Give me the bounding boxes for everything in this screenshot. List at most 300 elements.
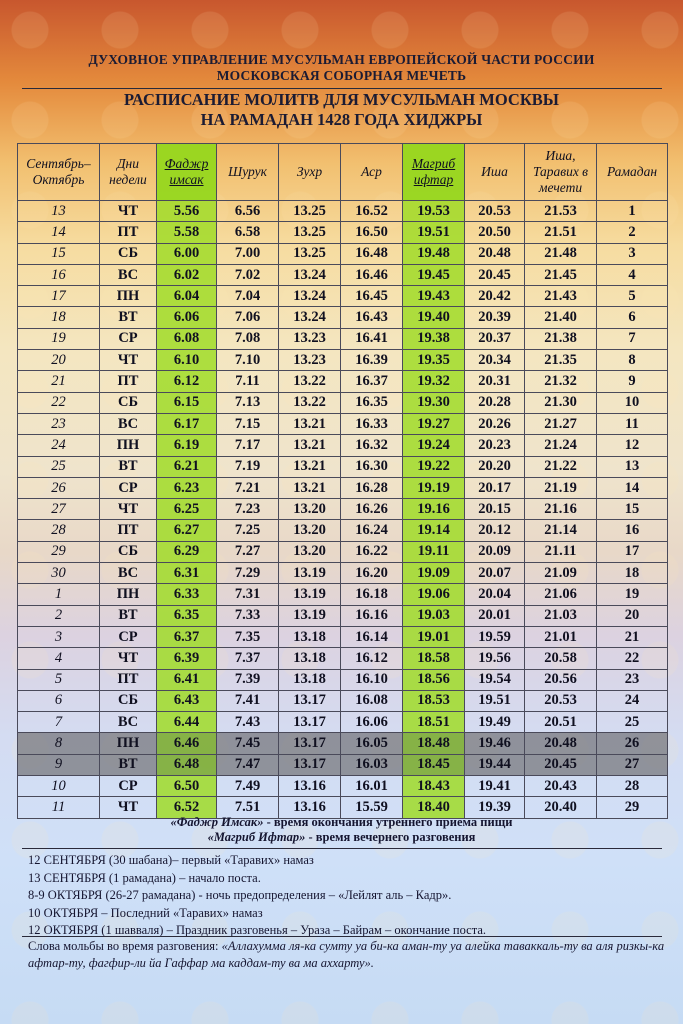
column-header: Шурук	[217, 144, 279, 201]
org-name-line2: МОСКОВСКАЯ СОБОРНАЯ МЕЧЕТЬ	[216, 68, 467, 83]
table-cell: 13.19	[279, 563, 341, 584]
column-header: Рамадан	[597, 144, 668, 201]
iftar-prayer-lead: Слова мольбы во время разговения:	[28, 939, 222, 953]
table-cell: 6.44	[157, 712, 217, 733]
table-cell: 20.45	[465, 264, 525, 285]
table-row	[18, 435, 668, 456]
table-row	[18, 392, 668, 413]
table-cell: 6	[597, 307, 668, 328]
table-cell: 16.48	[341, 243, 403, 264]
table-cell: 19.48	[403, 243, 465, 264]
table-cell: 16.45	[341, 286, 403, 307]
note-maghrib	[0, 830, 683, 845]
table-cell: 6.52	[157, 797, 217, 818]
table-cell: 26	[597, 733, 668, 754]
table-cell: 6.06	[157, 307, 217, 328]
table-cell: ПН	[100, 435, 157, 456]
table-cell: 7.37	[217, 648, 279, 669]
table-cell: 21.11	[525, 541, 597, 562]
column-header: Фаджр имсак	[157, 144, 217, 201]
table-cell: 6.29	[157, 541, 217, 562]
table-cell: 7.29	[217, 563, 279, 584]
table-cell: СБ	[100, 690, 157, 711]
header-divider	[22, 88, 662, 89]
table-cell: 7.47	[217, 754, 279, 775]
table-row	[18, 712, 668, 733]
event-date: 8-9 ОКТЯБРЯ (26-27 рамадана)	[28, 888, 196, 902]
table-cell: 7.27	[217, 541, 279, 562]
table-cell: 6.02	[157, 264, 217, 285]
table-cell: 18.56	[403, 669, 465, 690]
table-cell: 19.03	[403, 605, 465, 626]
table-cell: 6.08	[157, 328, 217, 349]
table-cell: 20.48	[465, 243, 525, 264]
table-cell: 19.38	[403, 328, 465, 349]
table-cell: 22	[597, 648, 668, 669]
event-text: - ночь предопределения – «Лейлят аль – Кадр».	[195, 888, 452, 902]
table-cell: 30	[18, 563, 100, 584]
notes-divider	[22, 848, 662, 849]
table-cell: ПТ	[100, 371, 157, 392]
table-cell: 7.49	[217, 776, 279, 797]
table-cell: 20.07	[465, 563, 525, 584]
table-cell: 13.24	[279, 307, 341, 328]
table-cell: 23	[597, 669, 668, 690]
table-cell: 13	[597, 456, 668, 477]
table-cell: 22	[18, 392, 100, 413]
table-cell: 7.43	[217, 712, 279, 733]
table-cell: СР	[100, 626, 157, 647]
table-row	[18, 264, 668, 285]
table-cell: 18.53	[403, 690, 465, 711]
event-text: – начало поста.	[175, 870, 261, 885]
table-cell: 13.18	[279, 669, 341, 690]
table-row	[18, 605, 668, 626]
table-cell: ВТ	[100, 605, 157, 626]
table-cell: 16.18	[341, 584, 403, 605]
table-cell: 11	[18, 797, 100, 818]
table-cell: 6.23	[157, 477, 217, 498]
table-cell: 19.22	[403, 456, 465, 477]
note-fajr	[0, 815, 683, 830]
table-cell: ВТ	[100, 754, 157, 775]
table-cell: 13.16	[279, 797, 341, 818]
event-text: – Праздник разговенья – Ураза – Байрам – окончание поста.	[163, 923, 487, 937]
table-cell: 13.23	[279, 328, 341, 349]
column-header: Сентябрь–Октябрь	[18, 144, 100, 201]
event-text: – Последний «Таравих» намаз	[98, 905, 263, 920]
table-cell: 6.10	[157, 350, 217, 371]
table-cell: 17	[597, 541, 668, 562]
org-name-line1: ДУХОВНОЕ УПРАВЛЕНИЕ МУСУЛЬМАН ЕВРОПЕЙСКОЙ ЧАСТИ РОССИИ	[88, 52, 595, 67]
table-cell: 20.50	[465, 222, 525, 243]
table-cell: 23	[18, 413, 100, 434]
table-cell: 8	[597, 350, 668, 371]
table-cell: 9	[597, 371, 668, 392]
table-cell: 19.40	[403, 307, 465, 328]
table-cell: 13.20	[279, 541, 341, 562]
table-cell: 20.26	[465, 413, 525, 434]
table-cell: 16	[597, 520, 668, 541]
table-cell: 19.11	[403, 541, 465, 562]
table-cell: 27	[597, 754, 668, 775]
table-cell: 20.39	[465, 307, 525, 328]
event-item	[28, 887, 668, 905]
table-cell: 21.27	[525, 413, 597, 434]
table-cell: 7.21	[217, 477, 279, 498]
table-cell: 13.19	[279, 584, 341, 605]
table-cell: 16.33	[341, 413, 403, 434]
table-cell: 7.39	[217, 669, 279, 690]
table-cell: 5.58	[157, 222, 217, 243]
table-cell: 21.53	[525, 201, 597, 222]
table-cell: ПН	[100, 286, 157, 307]
table-cell: 16.32	[341, 435, 403, 456]
table-cell: 19.45	[403, 264, 465, 285]
event-item	[28, 852, 668, 870]
table-cell: 6.50	[157, 776, 217, 797]
table-cell: 13.17	[279, 690, 341, 711]
table-cell: 13.17	[279, 754, 341, 775]
table-row	[18, 371, 668, 392]
table-cell: 13.20	[279, 520, 341, 541]
table-cell: 16.30	[341, 456, 403, 477]
table-cell: 6.25	[157, 499, 217, 520]
table-cell: 16.28	[341, 477, 403, 498]
table-cell: ВС	[100, 563, 157, 584]
table-cell: 18.40	[403, 797, 465, 818]
table-cell: 6.31	[157, 563, 217, 584]
table-cell: 7.10	[217, 350, 279, 371]
table-cell: 19.51	[465, 690, 525, 711]
table-cell: 20.56	[525, 669, 597, 690]
table-row	[18, 776, 668, 797]
table-cell: 10	[18, 776, 100, 797]
table-cell: 20.15	[465, 499, 525, 520]
table-cell: 13.22	[279, 371, 341, 392]
table-cell: 20.28	[465, 392, 525, 413]
table-cell: 20.09	[465, 541, 525, 562]
table-cell: 20.53	[465, 201, 525, 222]
table-cell: 20.42	[465, 286, 525, 307]
table-cell: 19.46	[465, 733, 525, 754]
table-cell: 20.04	[465, 584, 525, 605]
column-header: Иша, Таравих в мечети	[525, 144, 597, 201]
table-cell: 16.26	[341, 499, 403, 520]
table-cell: 7.33	[217, 605, 279, 626]
table-cell: ВТ	[100, 307, 157, 328]
table-cell: 16.14	[341, 626, 403, 647]
column-header: Дни недели	[100, 144, 157, 201]
table-cell: 19.01	[403, 626, 465, 647]
table-cell: 6.15	[157, 392, 217, 413]
table-cell: 13.21	[279, 435, 341, 456]
table-cell: 7.08	[217, 328, 279, 349]
table-cell: 7.13	[217, 392, 279, 413]
table-row	[18, 648, 668, 669]
table-cell: 16.46	[341, 264, 403, 285]
table-cell: 21.48	[525, 243, 597, 264]
table-row	[18, 584, 668, 605]
table-row	[18, 307, 668, 328]
table-cell: 21.40	[525, 307, 597, 328]
events-divider	[22, 936, 662, 937]
iftar-prayer	[28, 938, 668, 972]
table-cell: 3	[597, 243, 668, 264]
table-cell: 1	[18, 584, 100, 605]
table-cell: 13.19	[279, 605, 341, 626]
table-cell: ВС	[100, 413, 157, 434]
table-cell: 16.43	[341, 307, 403, 328]
table-cell: 24	[597, 690, 668, 711]
table-cell: СР	[100, 776, 157, 797]
table-cell: 16.22	[341, 541, 403, 562]
note-maghrib-term: «Магриб Ифтар»	[207, 830, 306, 844]
table-cell: 18.58	[403, 648, 465, 669]
table-cell: 16.20	[341, 563, 403, 584]
table-cell: 16.24	[341, 520, 403, 541]
table-cell: 2	[18, 605, 100, 626]
table-row	[18, 733, 668, 754]
table-cell: 20.40	[525, 797, 597, 818]
table-cell: 19.27	[403, 413, 465, 434]
table-row	[18, 286, 668, 307]
table-cell: 25	[597, 712, 668, 733]
table-cell: 10	[597, 392, 668, 413]
table-cell: 13.21	[279, 477, 341, 498]
table-cell: 18	[18, 307, 100, 328]
table-cell: 13.17	[279, 733, 341, 754]
table-cell: 6.27	[157, 520, 217, 541]
table-row	[18, 243, 668, 264]
table-cell: 20.01	[465, 605, 525, 626]
table-cell: 20.51	[525, 712, 597, 733]
table-cell: 1	[597, 201, 668, 222]
table-cell: 19.44	[465, 754, 525, 775]
column-header: Магриб ифтар	[403, 144, 465, 201]
table-cell: 7.17	[217, 435, 279, 456]
table-cell: 18	[597, 563, 668, 584]
table-cell: 4	[597, 264, 668, 285]
table-cell: 16.08	[341, 690, 403, 711]
event-date: 13 СЕНТЯБРЯ (1 рамадана)	[28, 870, 176, 885]
table-cell: 7.35	[217, 626, 279, 647]
table-cell: 6.37	[157, 626, 217, 647]
table-cell: 11	[597, 413, 668, 434]
note-fajr-term: «Фаджр Имсак»	[170, 815, 264, 829]
table-cell: 21.03	[525, 605, 597, 626]
table-cell: 7.11	[217, 371, 279, 392]
table-cell: 16.41	[341, 328, 403, 349]
table-cell: 16.05	[341, 733, 403, 754]
table-cell: 20.53	[525, 690, 597, 711]
table-cell: 7.00	[217, 243, 279, 264]
table-cell: 20.31	[465, 371, 525, 392]
table-cell: 16.12	[341, 648, 403, 669]
table-cell: 6.48	[157, 754, 217, 775]
events-list	[28, 852, 668, 940]
table-cell: 25	[18, 456, 100, 477]
table-cell: 7.06	[217, 307, 279, 328]
column-header: Аср	[341, 144, 403, 201]
table-row	[18, 456, 668, 477]
table-cell: 13.17	[279, 712, 341, 733]
table-cell: 29	[597, 797, 668, 818]
table-cell: 21.14	[525, 520, 597, 541]
table-cell: 19.30	[403, 392, 465, 413]
table-cell: 21.09	[525, 563, 597, 584]
table-cell: 7.25	[217, 520, 279, 541]
table-cell: 19.32	[403, 371, 465, 392]
table-cell: 13.25	[279, 201, 341, 222]
table-row	[18, 669, 668, 690]
table-cell: 16	[18, 264, 100, 285]
table-cell: СР	[100, 477, 157, 498]
table-cell: ЧТ	[100, 648, 157, 669]
table-cell: 19.59	[465, 626, 525, 647]
table-cell: 19.35	[403, 350, 465, 371]
event-text: первый «Таравих» намаз	[178, 853, 314, 867]
table-cell: 19.19	[403, 477, 465, 498]
table-cell: 6.58	[217, 222, 279, 243]
event-date: 12 ОКТЯБРЯ (1 шавваля)	[28, 923, 164, 937]
table-cell: 3	[18, 626, 100, 647]
table-cell: 6.39	[157, 648, 217, 669]
table-cell: ВС	[100, 712, 157, 733]
event-date: 10 ОКТЯБРЯ	[28, 905, 99, 920]
schedule-title-line2: НА РАМАДАН 1428 ГОДА ХИДЖРЫ	[200, 110, 483, 129]
table-cell: 7.04	[217, 286, 279, 307]
table-cell: 13.21	[279, 456, 341, 477]
table-cell: 13.24	[279, 264, 341, 285]
table-cell: 21.35	[525, 350, 597, 371]
table-cell: ЧТ	[100, 797, 157, 818]
table-cell: 15	[18, 243, 100, 264]
table-cell: 21.45	[525, 264, 597, 285]
table-cell: 20.12	[465, 520, 525, 541]
table-cell: 27	[18, 499, 100, 520]
table-cell: 29	[18, 541, 100, 562]
table-cell: 26	[18, 477, 100, 498]
table-cell: 17	[18, 286, 100, 307]
table-cell: 21.22	[525, 456, 597, 477]
table-cell: 13.20	[279, 499, 341, 520]
iftar-prayer-text: «Аллахумма ля-ка сумту уа би-ка аман-ту уа алейка таваккаль-ту ва аля ризкы-ка афтар-ту, фагфир-ли йа Гаффар ма каддам-ту ва ма аххарту».	[28, 939, 665, 970]
table-cell: ПТ	[100, 520, 157, 541]
note-fajr-text: - время окончания утреннего приема пищи	[263, 815, 513, 829]
table-cell: 6.00	[157, 243, 217, 264]
table-cell: ВТ	[100, 456, 157, 477]
table-cell: 19.53	[403, 201, 465, 222]
table-row	[18, 201, 668, 222]
table-cell: 7.19	[217, 456, 279, 477]
table-cell: ВС	[100, 264, 157, 285]
table-body	[18, 201, 668, 819]
table-cell: 18.51	[403, 712, 465, 733]
table-cell: 2	[597, 222, 668, 243]
table-cell: 7.51	[217, 797, 279, 818]
table-cell: 16.50	[341, 222, 403, 243]
table-cell: 20.17	[465, 477, 525, 498]
schedule-title-line1: РАСПИСАНИЕ МОЛИТВ ДЛЯ МУСУЛЬМАН МОСКВЫ	[124, 90, 559, 109]
table-cell: 6.56	[217, 201, 279, 222]
table-cell: 19.09	[403, 563, 465, 584]
event-item	[28, 870, 668, 888]
table-row	[18, 350, 668, 371]
table-cell: 20	[597, 605, 668, 626]
table-cell: 20.34	[465, 350, 525, 371]
table-cell: 13.25	[279, 222, 341, 243]
table-cell: 28	[597, 776, 668, 797]
table-cell: 7	[18, 712, 100, 733]
table-row	[18, 541, 668, 562]
table-cell: 4	[18, 648, 100, 669]
table-cell: 19.14	[403, 520, 465, 541]
table-cell: 19.56	[465, 648, 525, 669]
table-cell: 6.21	[157, 456, 217, 477]
table-cell: 19	[18, 328, 100, 349]
table-cell: 6.19	[157, 435, 217, 456]
table-cell: СБ	[100, 243, 157, 264]
table-cell: 20.48	[525, 733, 597, 754]
table-cell: ЧТ	[100, 201, 157, 222]
table-cell: ПН	[100, 733, 157, 754]
table-cell: 21.16	[525, 499, 597, 520]
column-header: Иша	[465, 144, 525, 201]
table-cell: 16.10	[341, 669, 403, 690]
table-cell: 5	[18, 669, 100, 690]
table-cell: 6.04	[157, 286, 217, 307]
table-cell: 13.23	[279, 350, 341, 371]
table-cell: 13.18	[279, 648, 341, 669]
table-cell: 18.48	[403, 733, 465, 754]
table-cell: 14	[597, 477, 668, 498]
table-cell: 6.12	[157, 371, 217, 392]
table-cell: 20.20	[465, 456, 525, 477]
header	[0, 52, 683, 130]
table-row	[18, 499, 668, 520]
table-cell: 7.23	[217, 499, 279, 520]
table-cell: 7.15	[217, 413, 279, 434]
table-cell: 6.17	[157, 413, 217, 434]
table-cell: 13.16	[279, 776, 341, 797]
table-row	[18, 222, 668, 243]
table-cell: 9	[18, 754, 100, 775]
table-cell: 13.18	[279, 626, 341, 647]
table-row	[18, 563, 668, 584]
table-cell: 6.41	[157, 669, 217, 690]
table-cell: 16.37	[341, 371, 403, 392]
table-cell: 19.51	[403, 222, 465, 243]
column-header: Зухр	[279, 144, 341, 201]
legend-notes	[0, 815, 683, 845]
table-cell: 19.43	[403, 286, 465, 307]
table-cell: 6.43	[157, 690, 217, 711]
table-cell: 19.39	[465, 797, 525, 818]
table-cell: 15	[597, 499, 668, 520]
table-cell: 6.35	[157, 605, 217, 626]
table-cell: 21.32	[525, 371, 597, 392]
table-row	[18, 754, 668, 775]
table-cell: 21.06	[525, 584, 597, 605]
table-row	[18, 626, 668, 647]
table-cell: 6.46	[157, 733, 217, 754]
table-cell: 21	[18, 371, 100, 392]
table-cell: ЧТ	[100, 350, 157, 371]
table-cell: 16.01	[341, 776, 403, 797]
table-row	[18, 413, 668, 434]
table-cell: 16.03	[341, 754, 403, 775]
